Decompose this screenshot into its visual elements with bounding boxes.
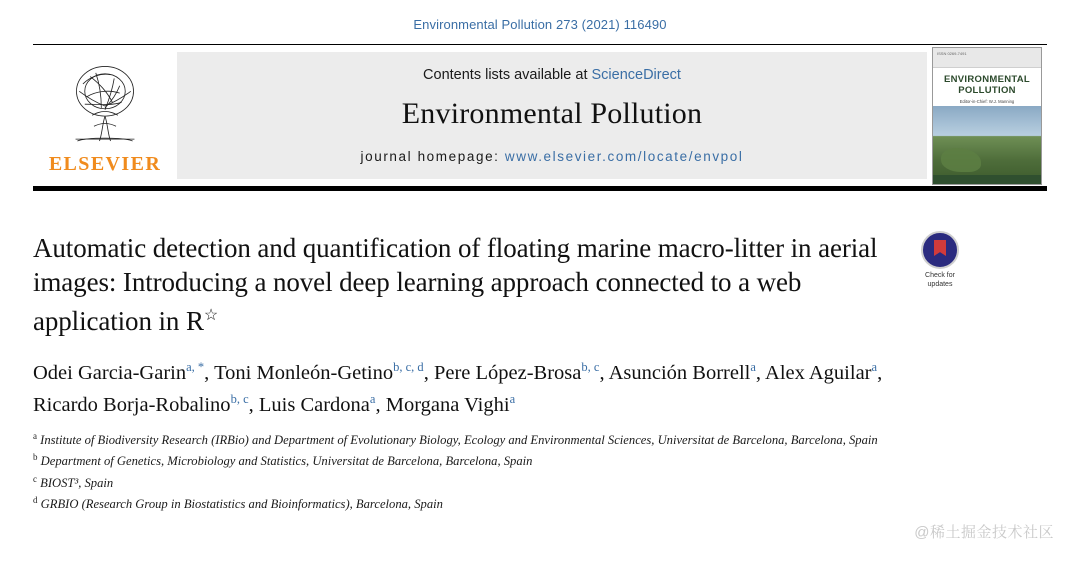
cover-top-note: ISSN 0269-7491 xyxy=(933,48,1041,68)
journal-title: Environmental Pollution xyxy=(401,97,703,130)
affiliation-text: Department of Genetics, Microbiology and Statistics, Universitat de Barcelona, Barcelona, Spain xyxy=(40,454,533,469)
cover-title xyxy=(933,74,1041,96)
affiliation-text: Institute of Biodiversity Research (IRBio) and Department of Evolutionary Biology, Ecology and Environmental Sciences, Universitat de Barcelona, Barcelona, Spain xyxy=(40,432,878,447)
title-footnote-marker: ☆ xyxy=(203,307,219,324)
affiliation-mark: c xyxy=(33,473,37,484)
crossmark-line1: Check for xyxy=(925,272,955,279)
affiliation-mark: a xyxy=(33,430,37,441)
author-marks: a xyxy=(750,360,756,374)
author-item[interactable] xyxy=(214,362,424,384)
author-name: Odei Garcia-Garin xyxy=(33,361,187,384)
elsevier-tree-icon xyxy=(59,60,151,152)
cover-title-line2: POLLUTION xyxy=(958,84,1016,96)
contents-prefix: Contents lists available at xyxy=(423,67,588,83)
author-item[interactable] xyxy=(765,362,877,384)
author-item[interactable] xyxy=(33,391,249,416)
affiliation-item xyxy=(33,428,893,449)
affiliation-mark: d xyxy=(33,495,38,506)
author-name: Toni Monleón-Getino xyxy=(214,361,394,384)
author-name: Ricardo Borja-Robalino xyxy=(33,393,231,416)
author-item[interactable] xyxy=(609,362,756,384)
contents-line xyxy=(423,67,681,83)
article-title-text: Automatic detection and quantification of floating marine macro-litter in aerial images: Introducing a novel deep learning approach connected to a web application in R xyxy=(33,233,878,336)
crossmark-label xyxy=(911,272,969,289)
affiliation-text: GRBIO (Research Group in Biostatistics and Bioinformatics), Barcelona, Spain xyxy=(40,497,443,512)
cover-subtitle: Editor-in-Chief: W.J. Manning xyxy=(959,98,1015,104)
author-marks: b, c xyxy=(581,360,600,374)
crossmark-icon xyxy=(921,231,959,269)
journal-homepage-line xyxy=(361,149,744,168)
author-marks: a, * xyxy=(186,360,205,374)
author-name: Asunción Borrell xyxy=(608,361,751,384)
affiliation-list xyxy=(33,428,893,513)
author-name: Alex Aguilar xyxy=(765,361,872,384)
cover-thumbnail xyxy=(932,47,1042,185)
sciencedirect-link[interactable]: ScienceDirect xyxy=(591,67,681,83)
affiliation-text: BIOST³, Spain xyxy=(40,476,114,491)
page-title xyxy=(33,231,913,338)
author-marks: b, c, d xyxy=(393,360,424,374)
author-marks: a xyxy=(369,391,376,406)
elsevier-logo xyxy=(33,45,177,186)
author-name: Luis Cardona xyxy=(258,393,370,416)
author-marks: a xyxy=(871,360,878,374)
cover-title-line1: ENVIRONMENTAL xyxy=(943,73,1031,85)
journal-masthead xyxy=(33,44,1047,191)
author-name: Pere López-Brosa xyxy=(433,361,582,384)
watermark: @稀土掘金技术社区 xyxy=(914,524,1054,541)
cover-bottom-bar xyxy=(933,175,1041,184)
author-item[interactable] xyxy=(33,362,204,384)
crossmark-line2: updates xyxy=(927,280,953,288)
affiliation-mark: b xyxy=(33,452,38,463)
cover-photo xyxy=(933,106,1041,184)
journal-banner xyxy=(177,52,927,179)
author-item[interactable] xyxy=(385,391,516,416)
homepage-url[interactable]: www.elsevier.com/locate/envpol xyxy=(504,149,744,164)
affiliation-item xyxy=(33,492,893,513)
author-marks: a xyxy=(509,391,516,406)
running-head: Environmental Pollution 273 (2021) 116490 xyxy=(413,17,667,32)
author-item[interactable] xyxy=(434,362,600,384)
crossmark-badge[interactable] xyxy=(911,231,969,289)
journal-cover xyxy=(927,45,1047,186)
elsevier-wordmark: ELSEVIER xyxy=(48,152,162,175)
affiliation-item xyxy=(33,471,893,492)
affiliation-item xyxy=(33,449,893,470)
article-header xyxy=(33,231,1047,513)
homepage-prefix: journal homepage: xyxy=(360,149,500,164)
author-item[interactable] xyxy=(258,391,376,416)
author-marks: b, c xyxy=(230,391,249,406)
author-name: Morgana Vighi xyxy=(385,393,510,416)
author-list: Odei Garcia-Garin$^{a, *}$, Toni Monleón-Getino$^{b, c, d}$, Pere López-Brosa$^{b, c}$, Asunción Borrell$^a$, Alex Aguilar$^a$, Ricardo Borja-Robalino$^{b, c}$, Luis Cardona$^a$, Morgana Vighi$^a$ xyxy=(33,360,883,416)
